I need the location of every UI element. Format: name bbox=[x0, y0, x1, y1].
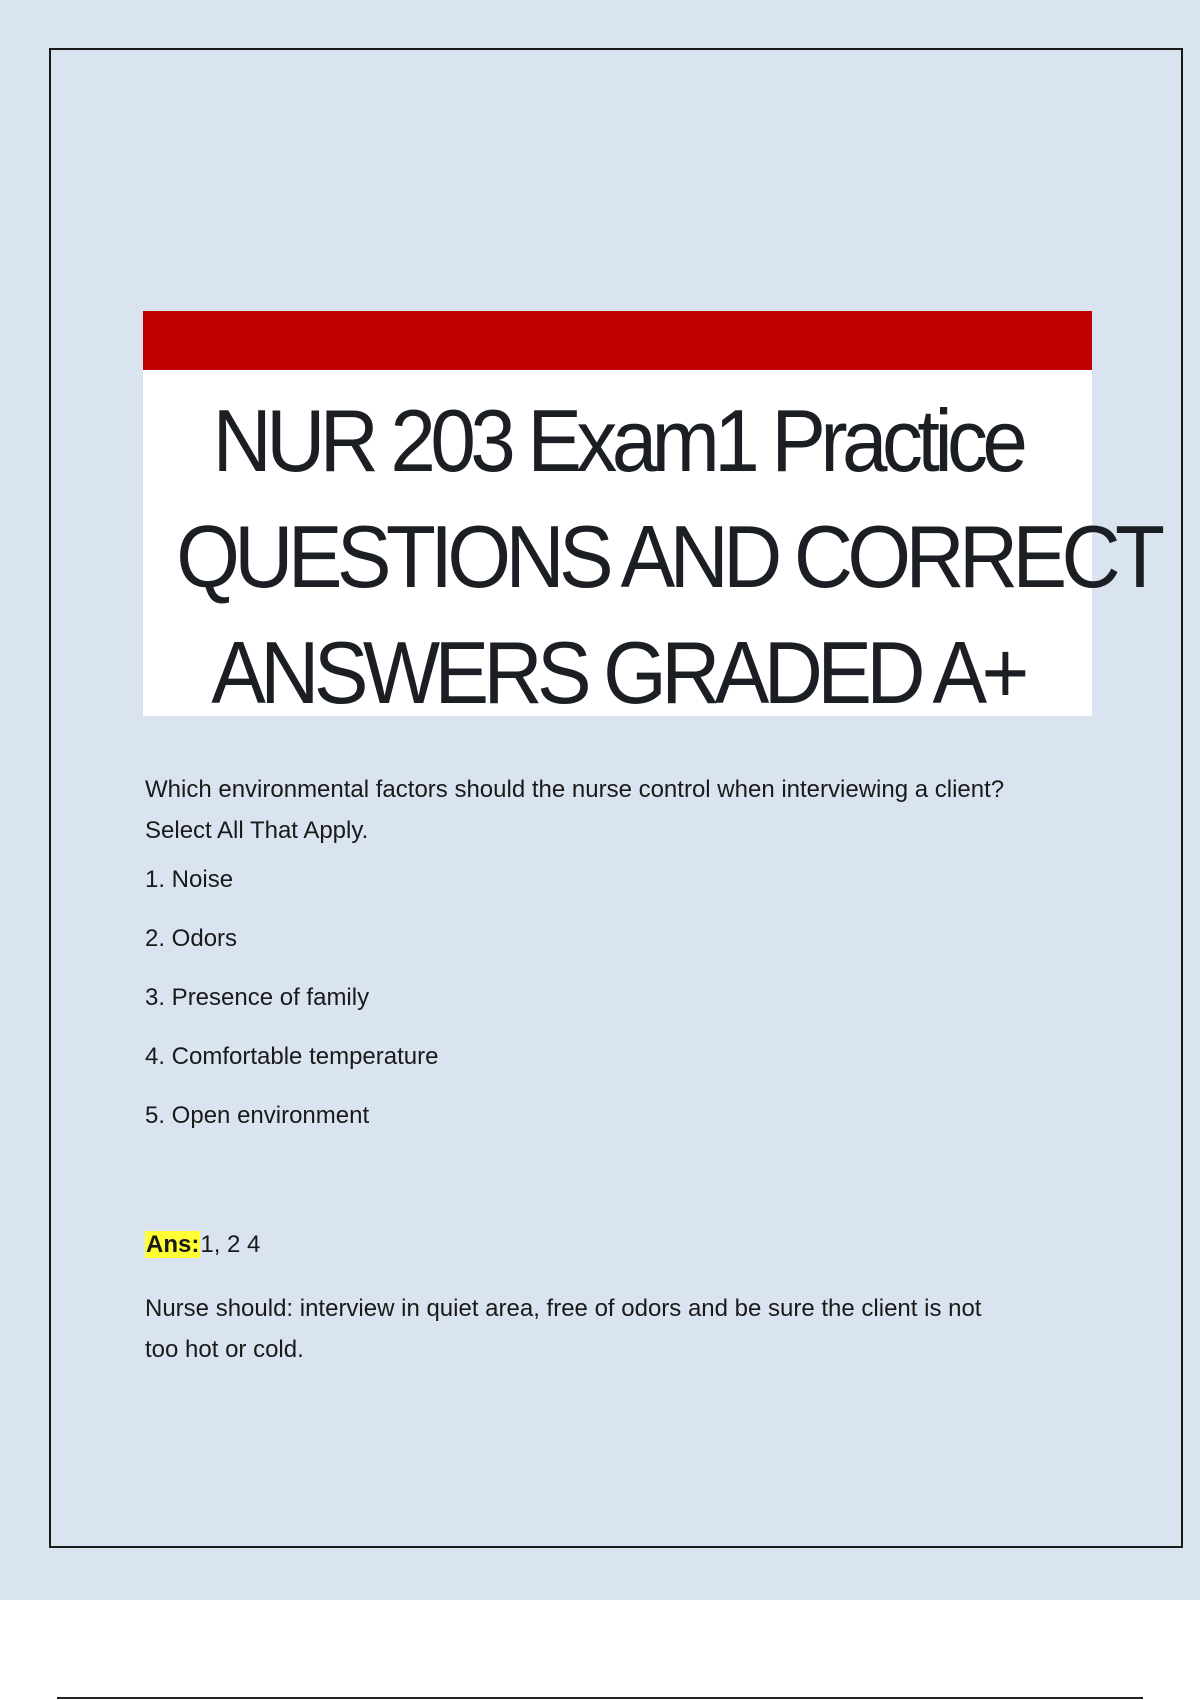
question-stem-line-1: Which environmental factors should the nurse control when interviewing a client? bbox=[145, 776, 1005, 803]
answer-explanation bbox=[145, 1288, 1105, 1370]
option-item: 5. Open environment bbox=[145, 1102, 370, 1129]
question-content bbox=[145, 769, 1105, 1363]
title-block bbox=[143, 311, 1160, 722]
option-item: 4. Comfortable temperature bbox=[145, 1043, 439, 1070]
footer-rule bbox=[57, 1697, 1143, 1699]
answer-value: 1, 2 4 bbox=[200, 1231, 261, 1258]
answer-options bbox=[145, 865, 1105, 1160]
explanation-line-1: Nurse should: interview in quiet area, free of odors and be sure the client is not bbox=[145, 1295, 982, 1322]
title-accent-bar bbox=[143, 311, 1092, 370]
option-item: 2. Odors bbox=[145, 925, 238, 952]
explanation-line-2: too hot or cold. bbox=[145, 1336, 304, 1363]
title-line-1: NUR 203 Exam1 Practice bbox=[212, 391, 1023, 490]
question-stem-line-2: Select All That Apply. bbox=[145, 817, 369, 844]
answer-label: Ans: bbox=[146, 1231, 200, 1258]
document-title bbox=[176, 383, 1160, 731]
option-item: 3. Presence of family bbox=[145, 984, 370, 1011]
title-line-2: QUESTIONS AND CORRECT bbox=[176, 507, 1160, 606]
answer-line bbox=[145, 1228, 260, 1262]
title-line-3: ANSWERS GRADED A+ bbox=[211, 623, 1024, 722]
question-stem bbox=[145, 769, 1105, 851]
option-item: 1. Noise bbox=[145, 866, 234, 893]
